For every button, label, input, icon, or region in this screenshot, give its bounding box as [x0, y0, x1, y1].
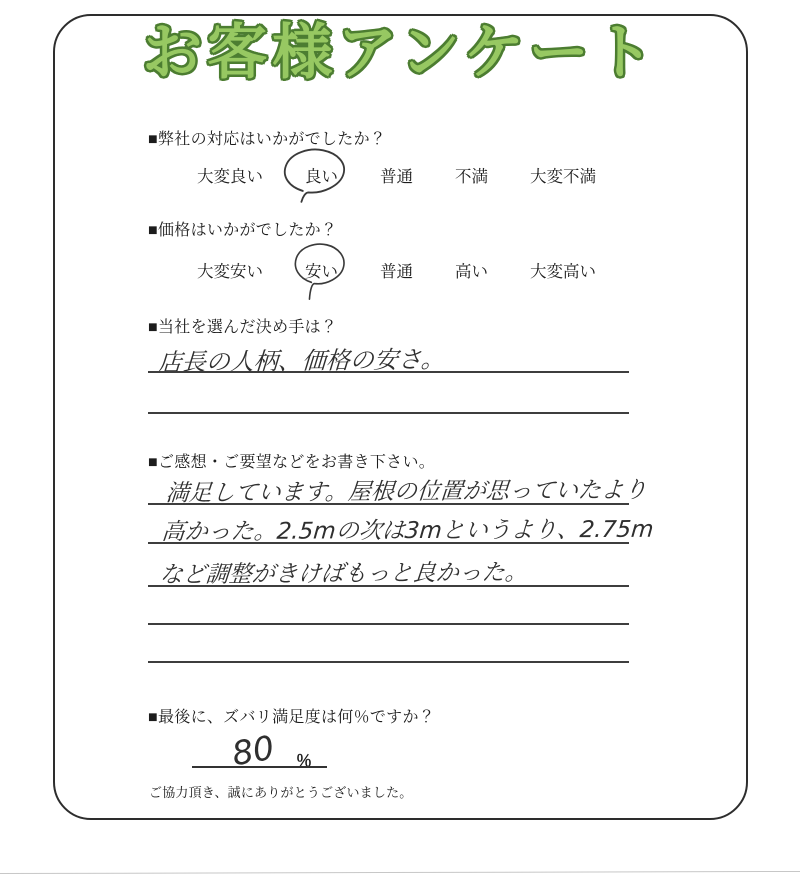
- q3-answer-line-2: [148, 412, 629, 414]
- q5-heading: ■最後に、ズバリ満足度は何％ですか？: [148, 709, 436, 726]
- handdrawn-selection-circle-q1: [279, 146, 349, 204]
- q3-answer-line-1: [148, 371, 629, 373]
- q2-option-very-cheap: 大変安い: [197, 263, 263, 281]
- q3-heading: ■当社を選んだ決め手は？: [148, 319, 338, 336]
- q5-answer-underline: [192, 766, 327, 768]
- q1-option-normal: 普通: [380, 168, 413, 186]
- q1-option-very-dissatisfied: 大変不満: [530, 168, 596, 186]
- q2-option-very-expensive: 大変高い: [530, 263, 596, 281]
- q4-answer-line-2: [148, 542, 629, 544]
- q4-answer-line-3: [148, 585, 629, 587]
- q1-option-very-good: 大変良い: [197, 168, 263, 186]
- q4-handwritten-line-1: 満足しています。屋根の位置が思っていたより: [164, 477, 649, 507]
- q1-heading: ■弊社の対応はいかがでしたか？: [148, 131, 387, 148]
- page-title: お客様アンケート: [142, 19, 659, 86]
- q1-option-dissatisfied: 不満: [455, 168, 488, 186]
- q1-options-row: [197, 163, 596, 187]
- q5-percent-unit-label: ％: [296, 753, 313, 770]
- q3-handwritten-answer: 店長の人柄、価格の安さ。: [157, 345, 446, 377]
- q1-option-good: 良い: [305, 168, 338, 186]
- thank-you-note: ご協力頂き、誠にありがとうございました。: [149, 785, 413, 800]
- q2-option-normal: 普通: [380, 263, 413, 281]
- scan-page-edge-line: [0, 871, 800, 874]
- q4-heading: ■ご感想・ご要望などをお書き下さい。: [148, 454, 436, 471]
- q4-handwritten-line-3: など調整がきけばもっと良かった。: [158, 559, 529, 589]
- q2-option-expensive: 高い: [455, 263, 488, 281]
- q4-answer-line-4: [148, 623, 629, 625]
- q2-options-row: [197, 258, 596, 282]
- q2-heading: ■価格はいかがでしたか？: [148, 222, 338, 239]
- q2-option-cheap: 安い: [305, 263, 338, 281]
- handdrawn-selection-circle-q2: [289, 241, 351, 303]
- q4-answer-line-1: [148, 503, 629, 505]
- q5-handwritten-percentage: 80: [228, 727, 278, 774]
- q4-handwritten-line-2: 高かった。2.5mの次は3mというより、2.75m: [160, 516, 655, 546]
- q4-answer-line-5: [148, 661, 629, 663]
